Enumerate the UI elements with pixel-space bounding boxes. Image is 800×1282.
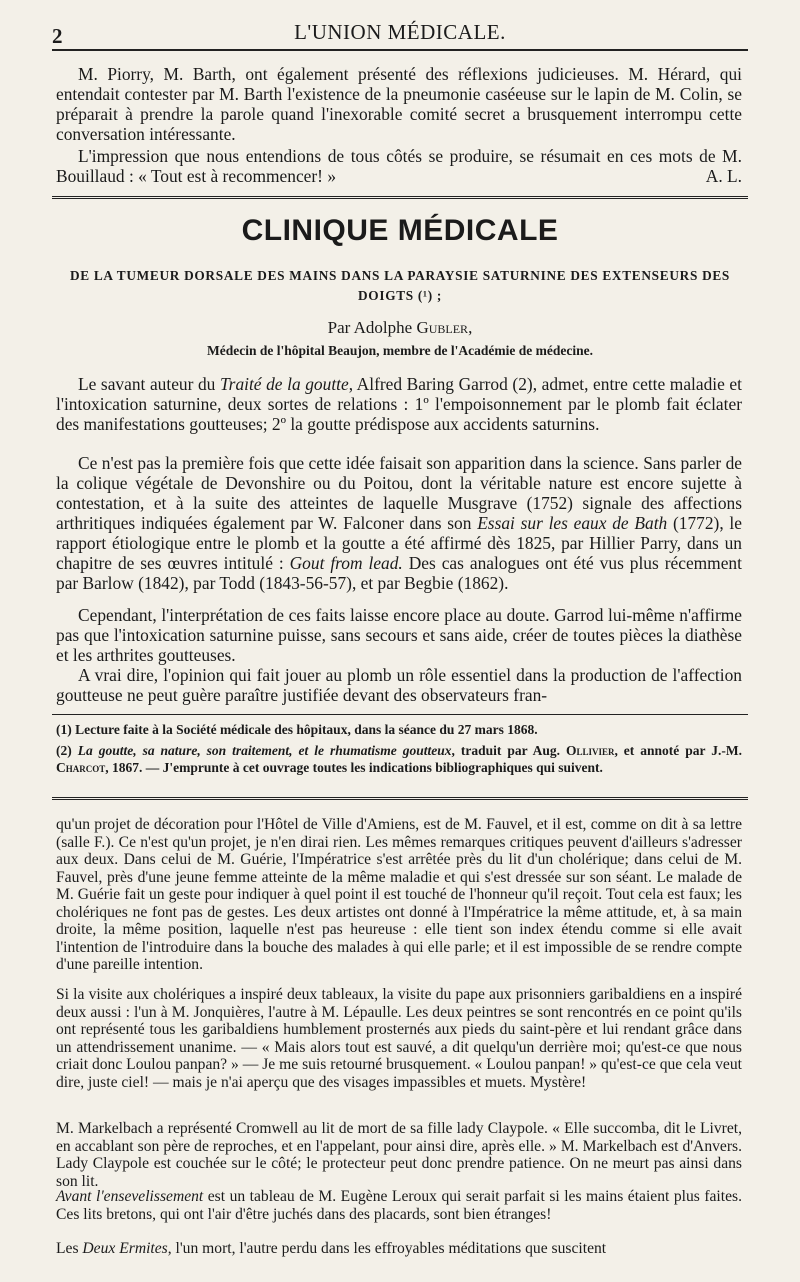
feuilleton-paragraph-4: Avant l'ensevelissement est un tableau de M. Eugène Leroux qui serait parfait si les mains étaient plus faites. Ces lits bretons, qui ont l'air d'être juchés dans des placards, sont bien étranges! xyxy=(56,1188,742,1223)
footnote-1: (1) Lecture faite à la Société médicale des hôpitaux, dans la séance du 27 mars 1868. xyxy=(56,722,538,737)
article-paragraph-2: Ce n'est pas la première fois que cette idée faisait son apparition dans la science. Sans parler de la colique végétale de Devonshire ou du Poitou, dont la véritable nature est encore sujette à contestation, et à la suite des atteintes de laquelle Musgrave (1752) signale des affections arthritiques indiquées également par W. Falconer dans son Essai sur les eaux de Bath (1772), le rapport étiologique entre le plomb et la goutte a été affirmé dès 1825, par Hillier Parry, dans un chapitre de ses œuvres intitulé : Gout from lead. Des cas analogues ont été vus plus récemment par Barlow (1842), par Todd (1843-56-57), et par Begbie (1862). xyxy=(56,453,742,593)
feuilleton-paragraph-3: M. Markelbach a représenté Cromwell au lit de mort de sa fille lady Claypole. « Elle succomba, dit le Livret, en accablant son père de reproches, et en l'appelant, pour ainsi dire, après elle. » M. Markelbach est d'Anvers. Lady Claypole est couchée sur le côté; le protecteur peut donc prendre patience. On ne meurt pas ainsi dans son lit. xyxy=(56,1120,742,1190)
header-rule xyxy=(52,49,748,51)
author-affiliation: Médecin de l'hôpital Beaujon, membre de l'Académie de médecine. xyxy=(207,343,593,358)
journal-title: L'UNION MÉDICALE. xyxy=(294,20,506,44)
feuilleton-separator xyxy=(52,797,748,800)
feuilleton-paragraph-1: qu'un projet de décoration pour l'Hôtel de Ville d'Amiens, est de M. Fauvel, et il est, comme on dit à sa lettre (salle F.). Ce n'est qu'un projet, je n'en dirai rien. Les mêmes remarques critiques peuvent d'ailleurs s'adresser aux deux. Dans celui de M. Guérie, l'Impératrice s'est arrêtée près du lit d'un cholérique; dans celui de M. Fauvel, près d'une jeune femme atteinte de la même maladie et qui s'est dressée sur son séant. Le malade de M. Guérie fait un geste pour indiquer à quel point il est touché de l'honneur qu'il reçoit. Tout cela est faux; les cholériques ne font pas de gestes. Les deux artistes ont donné à l'Impératrice la même attitude, et, à sa main droite, la même position, laquelle n'est pas heureuse : elle tient son index étendu comme si elle avait l'intention de l'introduire dans la bouche des malades à qui elle parle; et il est impossible de se rendre compte d'une pareille intention. xyxy=(56,816,742,973)
intro-paragraph-2: L'impression que nous entendions de tous côtés se produire, se résumait en ces mots de M. Bouillaud : « Tout est à recommencer! » A. L. xyxy=(56,146,742,186)
footnote-2: (2) La goutte, sa nature, son traitement, et le rhumatisme goutteux, traduit par Aug. Ollivier, et annoté par J.-M. Charcot, 1867. — J'emprunte à cet ouvrage toutes les indications bibliographiques qui suivent. xyxy=(56,743,742,775)
article-paragraph-1: Le savant auteur du Traité de la goutte, Alfred Baring Garrod (2), admet, entre cette maladie et l'intoxication saturnine, deux sortes de relations : 1º l'empoisonnement par le plomb fait éclater des manifestations goutteuses; 2º la goutte prédispose aux accidents saturnins. xyxy=(56,374,742,434)
article-paragraph-4: A vrai dire, l'opinion qui fait jouer au plomb un rôle essentiel dans la production de l'affection goutteuse ne peut guère paraître justifiée devant des observateurs fran- xyxy=(56,665,742,705)
byline: Par Adolphe Gubler, xyxy=(327,318,473,337)
feuilleton-paragraph-2: Si la visite aux cholériques a inspiré deux tableaux, la visite du pape aux prisonniers garibaldiens en a inspiré deux aussi : l'un à M. Jonquières, l'autre à M. Lépaulle. Les deux peintres se sont rencontrés en ce point qu'ils ont représenté tous les garibaldiens humblement prosternés aux pieds du saint-père et lui rendant grâce dans un attendrissement unanime. — « Mais alors tout est sauvé, a dit quelqu'un derrière moi; qu'est-ce que nous criait donc Loulou panpan? » — Je me suis retourné brusquement. « Loulou panpan! » qu'est-ce que cela veut dire, juste ciel! — mais je n'ai aperçu que des visages impassibles et muets. Mystère! xyxy=(56,986,742,1091)
section-title: CLINIQUE MÉDICALE xyxy=(241,214,559,247)
article-subtitle: DE LA TUMEUR DORSALE DES MAINS DANS LA PARAYSIE SATURNINE DES EXTENSEURS DES DOIGTS (¹) ; xyxy=(69,268,731,303)
section-separator xyxy=(52,196,748,199)
article-paragraph-3: Cependant, l'interprétation de ces faits laisse encore place au doute. Garrod lui-même n'affirme pas que l'intoxication saturnine puisse, sans secours et sans aide, créer de toutes pièces la diathèse et les arthrites goutteuses. xyxy=(56,605,742,665)
author-name: Gubler xyxy=(416,318,469,337)
feuilleton-paragraph-5: Les Deux Ermites, l'un mort, l'autre perdu dans les effroyables méditations que suscitent xyxy=(56,1240,607,1257)
footnotes xyxy=(56,721,742,780)
running-head xyxy=(52,18,748,48)
page-number: 2 xyxy=(52,24,63,48)
intro-paragraph-1: M. Piorry, M. Barth, ont également présenté des réflexions judicieuses. M. Hérard, qui entendait contester par M. Barth l'existence de la pneumonie caséeuse sur le lapin de M. Colin, se préparait à prendre la parole quand l'inexorable comité secret a brusquement interrompu cette conversation intéressante. xyxy=(56,64,742,144)
signature: A. L. xyxy=(705,166,742,186)
footnote-rule xyxy=(52,714,748,715)
